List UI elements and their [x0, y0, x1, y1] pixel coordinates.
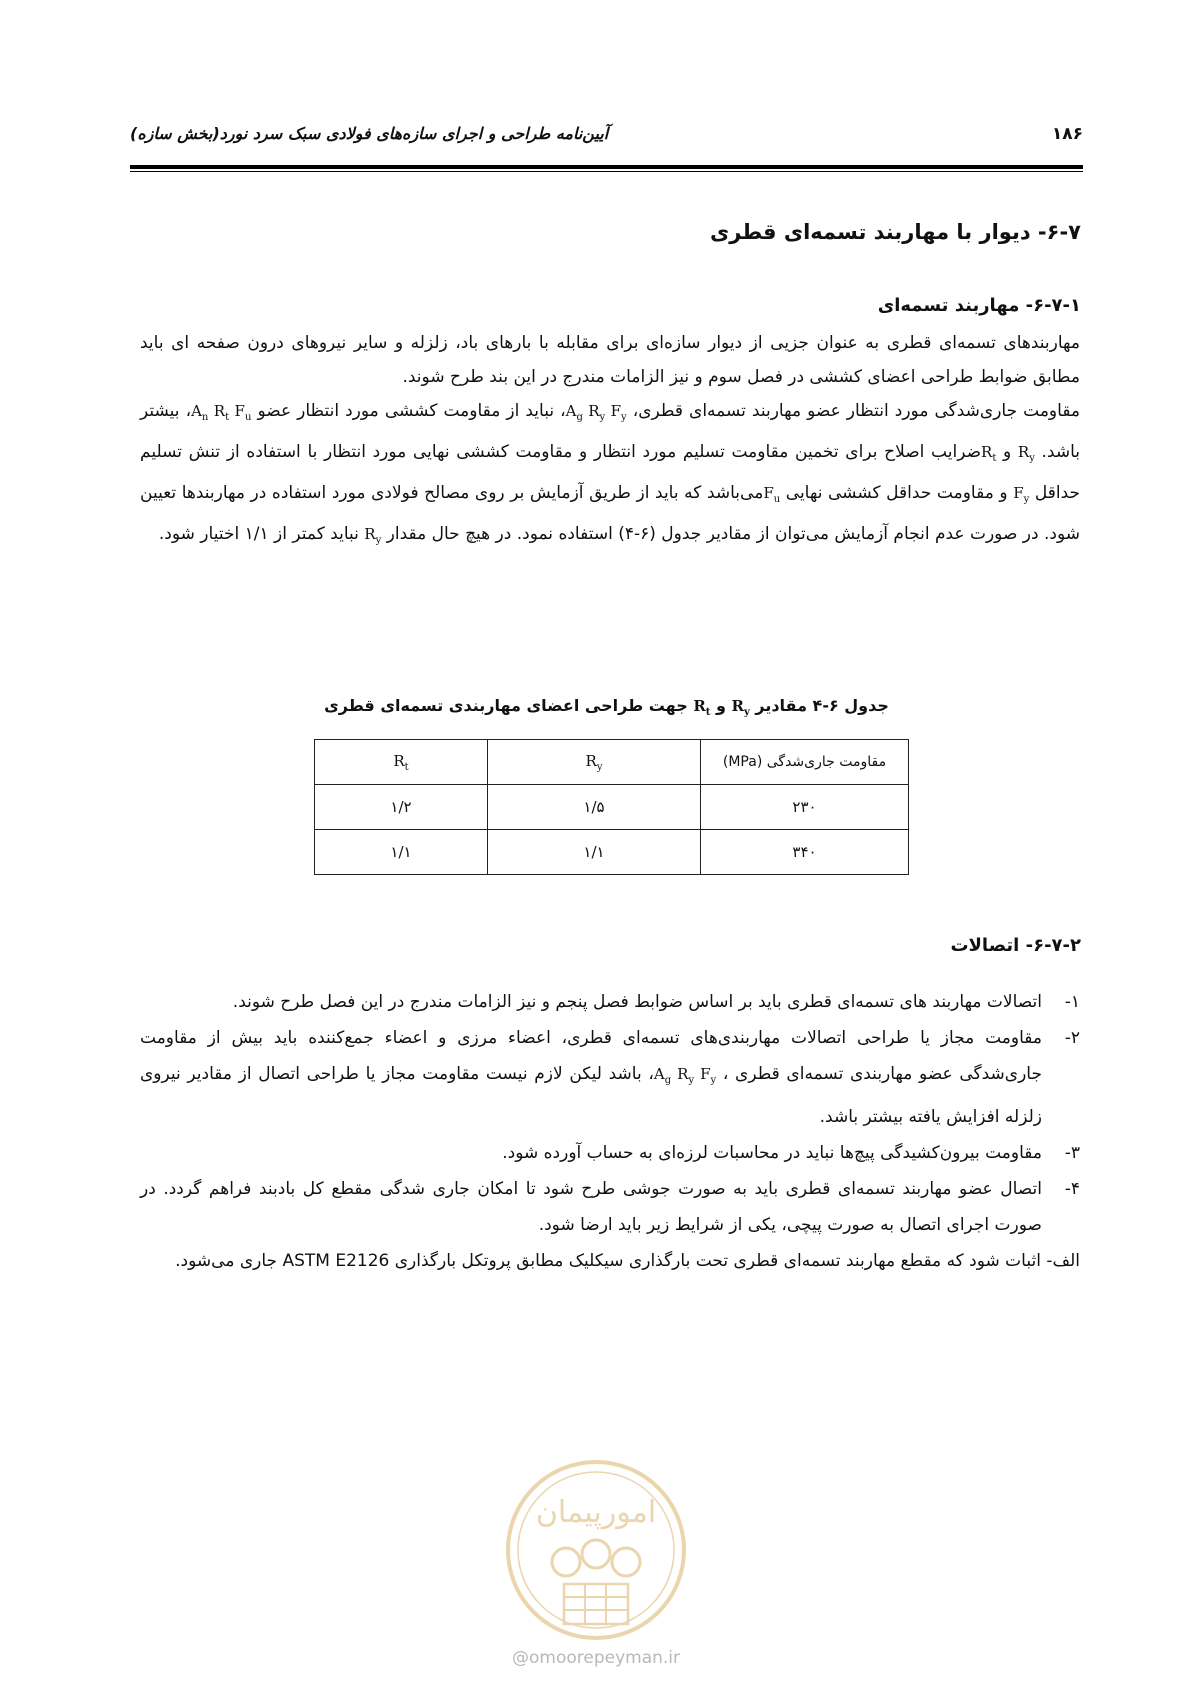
connections-list — [140, 984, 1080, 1279]
paragraph-2 — [140, 394, 1080, 558]
table-header-ry: $R_y$ — [488, 740, 701, 785]
subsection-title-1: ۶-۷-۱- مهاربند تسمه‌ای — [877, 295, 1081, 316]
list-item: ۱- اتصالات مهاربند های تسمه‌ای قطری باید بر اساس ضوابط فصل پنجم و نیز الزامات مندرج در این فصل طرح شوند. — [232, 992, 1080, 1012]
table-header-rt: $R_t$ — [315, 740, 488, 785]
list-item: ۲- مقاومت مجاز یا طراحی اتصالات مهاربندی‌های تسمه‌ای قطری، اعضاء مرزی و اعضاء جمع‌کننده باید بیش از مقاومت جاری‌شدگی عضو مهاربندی تسمه‌ای قطری ، $A_g$ $R_y$ $F_y،$ باشد لیکن لازم نیست مقاومت مجاز یا طراحی اتصال از مقادیر نیروی زلزله افزایش یافته بیشتر باشد. — [140, 1028, 1080, 1127]
table-caption: جدول ۶-۴ مقادیر $R_y$ و $R_t$ جهت طراحی اعضای مهاربندی تسمه‌ای قطری — [324, 696, 889, 718]
table-cell: ۱/۵ — [488, 785, 701, 830]
list-item: ۴- اتصال عضو مهاربند تسمه‌ای قطری باید به صورت جوشی طرح شود تا امکان جاری شدگی مقطع کل بادبند فراهم گردد. در صورت اجرای اتصال به صورت پیچی، یکی از شرایط زیر باید ارضا شود. — [140, 1179, 1080, 1235]
table-cell: ۱/۱ — [315, 830, 488, 875]
header-rule-thick — [130, 165, 1083, 169]
sub-item-alef: الف- اثبات شود که مقطع مهاربند تسمه‌ای قطری تحت بارگذاری سیکلیک مطابق پروتکل بارگذاری ASTM E2126 جاری می‌شود. — [175, 1251, 1080, 1271]
section-title: ۶-۷- دیوار با مهاربند تسمه‌ای قطری — [710, 220, 1081, 244]
subsection-title-2: ۶-۷-۲- اتصالات — [950, 935, 1081, 956]
paragraph-2-text: مقاومت جاری‌شدگی مورد انتظار عضو مهاربند تسمه‌ای قطری، $A_g$ $R_y$ $F_y،$ نباید از مقاومت کششی مورد انتظار عضو $A_n$ $R_t$ $F_u،$ بیشتر باشد. $R_y$ و $R_tضرایب$ اصلاح برای تخمین مقاومت تسلیم مورد انتظار و مقاومت کششی نهایی مورد انتظار با استفاده از تنش تسلیم حداقل $F_y$ و مقاومت حداقل کششی نهایی $F_uمی‌باشد$ که باید از طریق آزمایش بر روی مصالح فولادی مورد استفاده در مهاربندها تعیین شود. در صورت عدم انجام آزمایش می‌توان از مقادیر جدول (۶-۴) استفاده نمود. در هیچ حال مقدار $R_y$ نباید کمتر از ۱/۱ اختیار شود. — [140, 401, 1081, 546]
table-header-row — [315, 740, 909, 785]
list-item: ۳- مقاومت بیرون‌کشیدگی پیچ‌ها نباید در محاسبات لرزه‌ای به حساب آورده شود. — [502, 1143, 1080, 1163]
table-cell: ۱/۲ — [315, 785, 488, 830]
watermark-logo — [486, 1450, 706, 1650]
header-rule-thin — [130, 171, 1083, 172]
table-row — [315, 830, 909, 875]
table-header-strength: مقاومت جاری‌شدگی (MPa) — [701, 740, 909, 785]
watermark-logo-text: امورپیمان — [535, 1495, 657, 1530]
watermark-url: @omoorepeyman.ir — [511, 1648, 681, 1668]
table-row — [315, 785, 909, 830]
table-cell: ۱/۱ — [488, 830, 701, 875]
paragraph-1-text: مهاربندهای تسمه‌ای قطری به عنوان جزیی از دیوار سازه‌ای برای مقابله با بارهای باد، زلزله و سایر نیروهای درون صفحه ای باید مطابق ضوابط طراحی اعضای کششی در فصل سوم و نیز الزامات مندرج در این بند طرح شوند. — [140, 333, 1080, 387]
table-cell: ۲۳۰ — [701, 785, 909, 830]
page-number: ۱۸۶ — [1051, 124, 1083, 144]
running-header — [130, 120, 1083, 150]
header-title: آیین‌نامه طراحی و اجرای سازه‌های فولادی سبک سرد نورد(بخش سازه) — [130, 124, 609, 143]
paragraph-1 — [140, 326, 1080, 394]
values-table — [314, 739, 909, 875]
table-cell: ۳۴۰ — [701, 830, 909, 875]
